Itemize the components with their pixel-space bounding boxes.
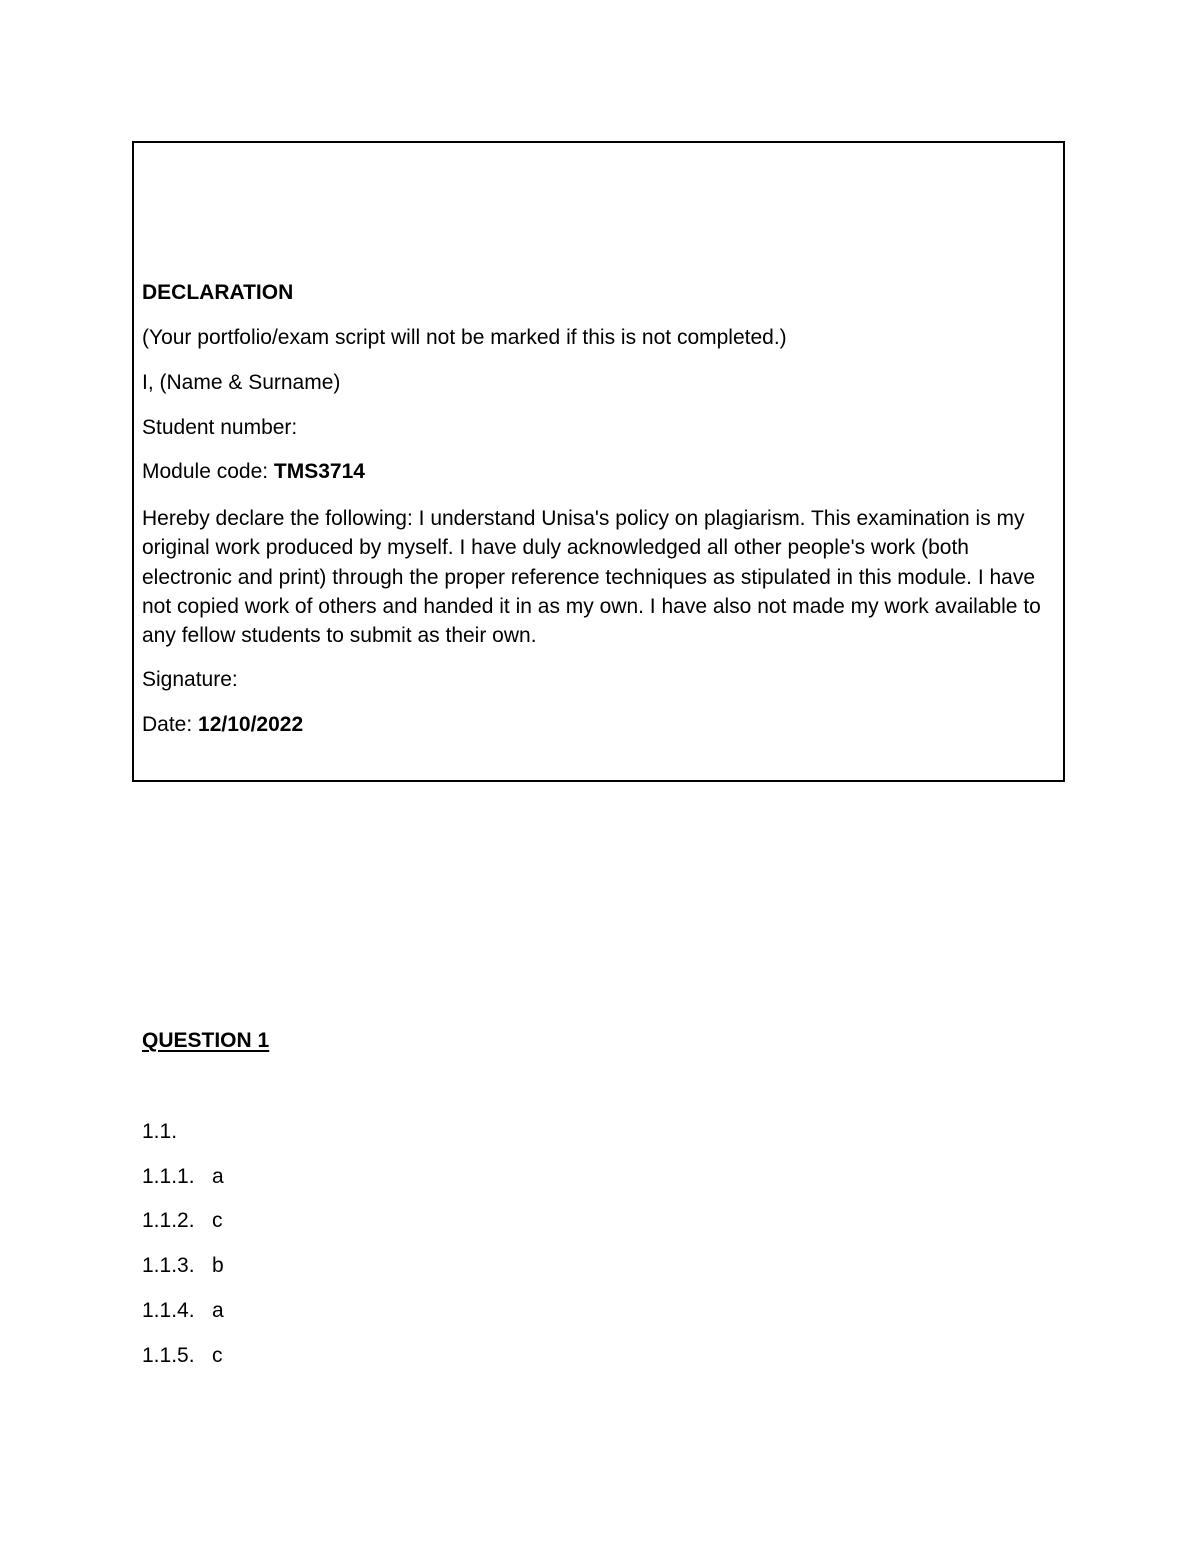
declaration-heading: DECLARATION xyxy=(142,281,294,304)
question-heading: QUESTION 1 xyxy=(142,1029,270,1052)
answer-choice: c xyxy=(212,1344,223,1367)
answer-number: 1.1.2. xyxy=(142,1209,195,1232)
answer-choice: a xyxy=(212,1299,224,1322)
answer-row xyxy=(142,1251,224,1280)
declaration-notice: (Your portfolio/exam script will not be marked if this is not completed.) xyxy=(142,326,787,349)
answer-number: 1.1.3. xyxy=(142,1254,195,1277)
declaration-statement: Hereby declare the following: I understand Unisa's policy on plagiarism. This examination is my original work produced by myself. I have duly acknowledged all other people's work (both electronic and print) through the proper reference techniques as stipulated in this module. I have not copied work of others and handed it in as my own. I have also not made my work available to any fellow students to submit as their own. xyxy=(142,507,1041,648)
module-code-value: TMS3714 xyxy=(273,460,365,483)
module-code-label: Module code: xyxy=(142,460,274,483)
date-line xyxy=(142,710,303,739)
answer-row xyxy=(142,1206,223,1235)
module-code-line xyxy=(142,457,365,486)
student-number-label: Student number: xyxy=(142,416,298,439)
answer-row xyxy=(142,1296,224,1325)
answer-number: 1.1.1. xyxy=(142,1165,195,1188)
answer-choice: a xyxy=(212,1165,224,1188)
date-label: Date: xyxy=(142,713,199,736)
name-label: I, (Name & Surname) xyxy=(142,371,341,394)
question-section-number: 1.1. xyxy=(142,1120,178,1143)
answer-number: 1.1.5. xyxy=(142,1344,195,1367)
answer-row xyxy=(142,1341,223,1370)
date-value: 12/10/2022 xyxy=(198,713,304,736)
answer-choice: c xyxy=(212,1209,223,1232)
answer-number: 1.1.4. xyxy=(142,1299,195,1322)
answer-choice: b xyxy=(212,1254,224,1277)
answer-row xyxy=(142,1162,224,1191)
signature-label: Signature: xyxy=(142,668,238,691)
